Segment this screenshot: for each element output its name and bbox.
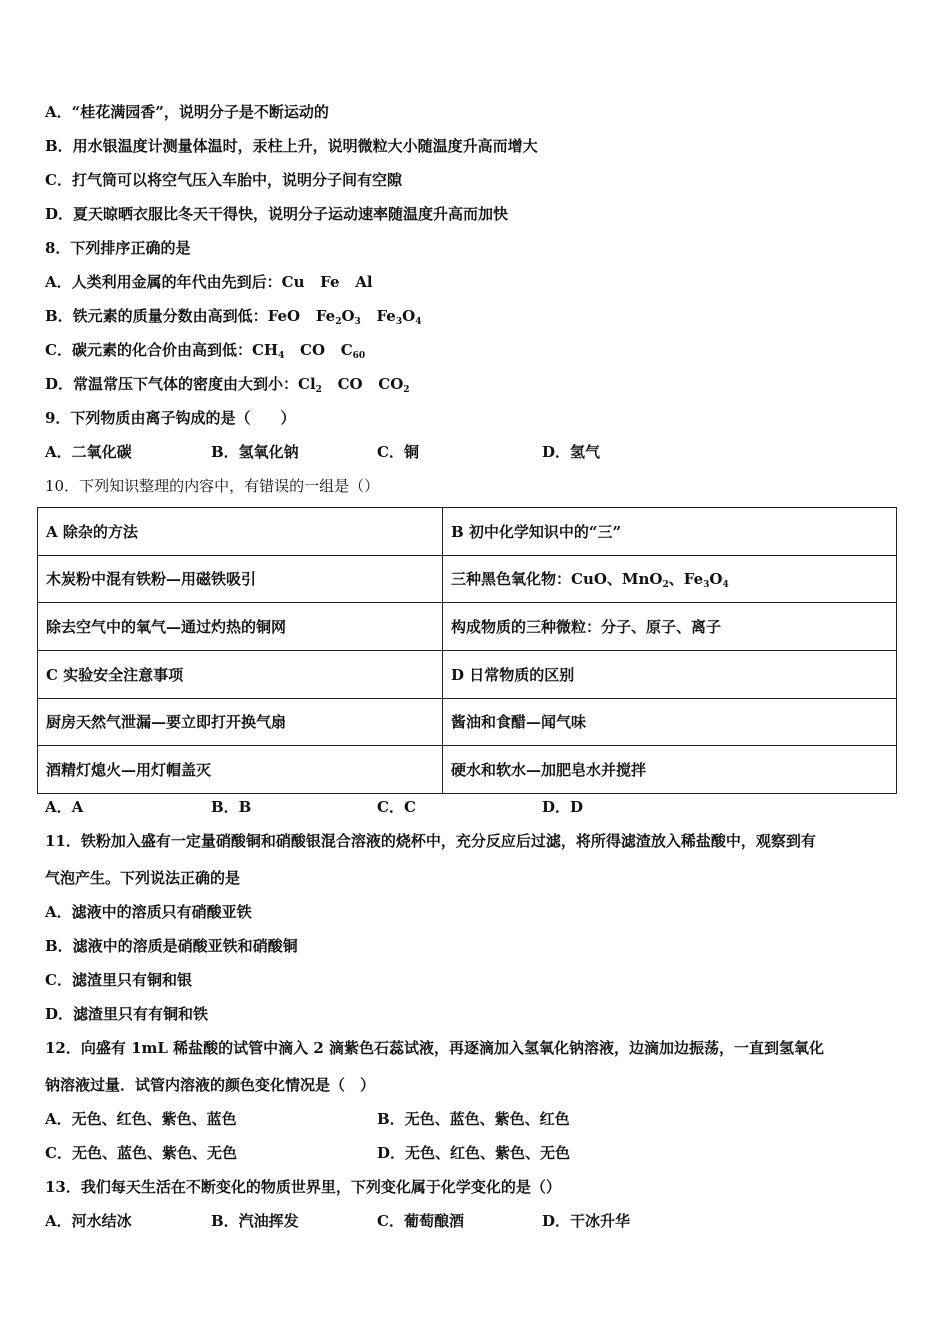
q11-stem-line2: 气泡产生。下列说法正确的是 <box>45 869 241 887</box>
formula-al: Al <box>355 273 373 291</box>
q8-option-c <box>45 340 365 360</box>
q13-option-b: B．汽油挥发 <box>211 1212 299 1230</box>
q11-option-a: A．滤液中的溶质只有硝酸亚铁 <box>45 903 252 921</box>
q9-option-c: C．铜 <box>377 443 419 461</box>
knowledge-table <box>37 507 897 794</box>
table-cell: C 实验安全注意事项 <box>38 650 443 698</box>
q8-c-prefix: C．碳元素的化合价由高到低： <box>45 341 252 359</box>
formula-c60: $C_{60}$ <box>340 341 366 361</box>
table-row <box>38 508 897 556</box>
q8-b-prefix: B．铁元素的质量分数由高到低： <box>45 307 268 325</box>
formula-fe: Fe <box>320 273 340 291</box>
formula-co2: $CO_2$ <box>378 375 410 395</box>
table-cell: 酱油和食醋—闻气味 <box>443 698 897 746</box>
q7-option-d: D．夏天晾晒衣服比冬天干得快，说明分子运动速率随温度升高而加快 <box>45 205 509 223</box>
table-cell: B 初中化学知识中的“三” <box>443 508 897 556</box>
q9-option-a: A．二氧化碳 <box>45 443 132 461</box>
table-cell: 构成物质的三种微粒：分子、原子、离子 <box>443 603 897 651</box>
q13-option-c: C．葡萄酿酒 <box>377 1212 464 1230</box>
q12-stem-line2: 钠溶液过量．试管内溶液的颜色变化情况是（ ） <box>45 1076 376 1094</box>
q10-option-b: B．B <box>211 798 252 816</box>
q8-option-b <box>45 306 421 326</box>
q7-option-b: B．用水银温度计测量体温时，汞柱上升，说明微粒大小随温度升高而增大 <box>45 137 538 155</box>
table-cell: D 日常物质的区别 <box>443 650 897 698</box>
table-cell: 酒精灯熄火—用灯帽盖灭 <box>38 746 443 794</box>
q12-stem-line1: 12．向盛有 1mL 稀盐酸的试管中滴入 2 滴紫色石蕊试液，再逐滴加入氢氧化钠溶液，边滴加边振荡，一直到氢氧化 <box>45 1039 825 1057</box>
q12-option-a: A．无色、红色、紫色、蓝色 <box>45 1110 237 1128</box>
formula-co: CO <box>300 341 326 359</box>
q13-stem: 13．我们每天生活在不断变化的物质世界里，下列变化属于化学变化的是（） <box>45 1178 561 1196</box>
q8-stem: 8．下列排序正确的是 <box>45 239 191 257</box>
q8-a-prefix: A．人类利用金属的年代由先到后： <box>45 273 282 291</box>
table-row <box>38 746 897 794</box>
formula-cl2: $Cl_2$ <box>298 375 322 395</box>
table-cell: 三种黑色氧化物：CuO、MnO$_2$、$Fe_3O_4$ <box>443 555 897 603</box>
q12-option-b: B．无色、蓝色、紫色、红色 <box>377 1110 570 1128</box>
q12-option-c: C．无色、蓝色、紫色、无色 <box>45 1144 237 1162</box>
q8-option-d <box>45 374 410 394</box>
q9-option-d: D．氢气 <box>542 443 601 461</box>
table-cell: 厨房天然气泄漏—要立即打开换气扇 <box>38 698 443 746</box>
q11-option-d: D．滤渣里只有有铜和铁 <box>45 1005 209 1023</box>
q11-option-c: C．滤渣里只有铜和银 <box>45 971 192 989</box>
q13-option-d: D．干冰升华 <box>542 1212 631 1230</box>
table-cell: 硬水和软水—加肥皂水并搅拌 <box>443 746 897 794</box>
table-row <box>38 698 897 746</box>
formula-ch4: $CH_4$ <box>251 341 285 361</box>
formula-feo: FeO <box>267 307 301 325</box>
formula-cu: Cu <box>281 273 305 291</box>
q13-option-a: A．河水结冰 <box>45 1212 132 1230</box>
q10-stem: 10．下列知识整理的内容中，有错误的一组是（） <box>45 477 380 495</box>
q10-option-a: A．A <box>45 798 84 816</box>
q8-d-prefix: D．常温常压下气体的密度由大到小： <box>45 375 299 393</box>
q8-option-a <box>45 272 373 292</box>
q11-option-b: B．滤液中的溶质是硝酸亚铁和硝酸铜 <box>45 937 298 955</box>
q10-option-d: D．D <box>542 798 584 816</box>
q7-option-a: A．“桂花满园香”，说明分子是不断运动的 <box>45 103 329 121</box>
table-row <box>38 650 897 698</box>
table-cell: A 除杂的方法 <box>38 508 443 556</box>
q7-option-c: C．打气筒可以将空气压入车胎中，说明分子间有空隙 <box>45 171 402 189</box>
formula-fe2o3: $Fe_2O_3$ <box>315 307 361 327</box>
q9-option-b: B．氢氧化钠 <box>211 443 299 461</box>
q12-option-d: D．无色、红色、紫色、无色 <box>377 1144 571 1162</box>
q9-stem: 9．下列物质由离子钩成的是（ ） <box>45 409 296 427</box>
q11-stem-line1: 11．铁粉加入盛有一定量硝酸铜和硝酸银混合溶液的烧杯中，充分反应后过滤，将所得滤渣放入稀盐酸中，观察到有 <box>45 832 816 850</box>
q10-option-c: C．C <box>377 798 416 816</box>
table-row <box>38 603 897 651</box>
table-cell: 除去空气中的氧气—通过灼热的铜网 <box>38 603 443 651</box>
table-cell: 木炭粉中混有铁粉—用磁铁吸引 <box>38 555 443 603</box>
formula-fe3o4: $Fe_3O_4$ <box>376 307 422 327</box>
table-row <box>38 555 897 603</box>
formula-co: CO <box>337 375 363 393</box>
